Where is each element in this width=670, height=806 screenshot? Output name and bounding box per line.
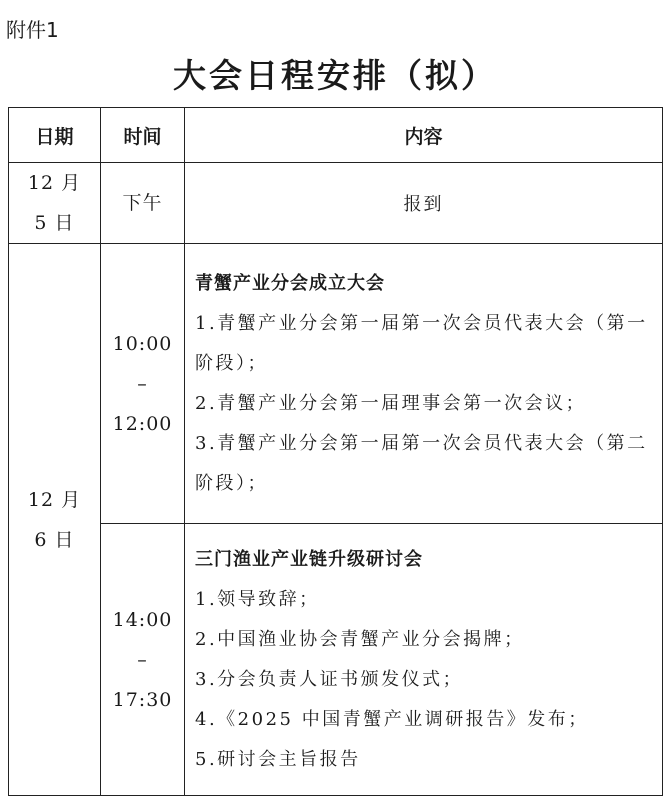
content-cell <box>185 524 663 796</box>
attachment-label: 附件1 <box>6 18 59 42</box>
time-start: 10:00 <box>112 332 173 355</box>
list-item: 5.研讨会主旨报告 <box>195 748 361 770</box>
header-date: 日期 <box>9 108 101 163</box>
date-day: 6 日 <box>34 528 75 551</box>
date-cell <box>9 244 101 796</box>
time-end: 12:00 <box>112 412 173 435</box>
table-row <box>9 163 663 244</box>
header-row <box>9 108 663 163</box>
schedule-table <box>8 107 663 796</box>
list-item: 1.青蟹产业分会第一届第一次会员代表大会（第一阶段）； <box>195 312 648 374</box>
date-cell <box>9 163 101 244</box>
time-dash: – <box>137 372 148 395</box>
date-day: 5 日 <box>34 212 75 234</box>
time-text: 下午 <box>122 192 163 214</box>
time-cell <box>101 524 185 796</box>
time-dash: – <box>137 648 148 671</box>
time-start: 14:00 <box>112 608 173 631</box>
time-end: 17:30 <box>112 688 173 711</box>
session-heading: 三门渔业产业链升级研讨会 <box>195 548 423 570</box>
table-row <box>9 524 663 796</box>
list-item: 2.中国渔业协会青蟹产业分会揭牌； <box>195 628 525 650</box>
list-item: 1.领导致辞； <box>195 588 320 610</box>
list-item: 3.分会负责人证书颁发仪式； <box>195 668 464 690</box>
page-title: 大会日程安排（拟） <box>173 56 497 95</box>
list-item: 4.《2025 中国青蟹产业调研报告》发布； <box>195 708 589 730</box>
table-row <box>9 244 663 524</box>
date-month: 12 月 <box>27 488 82 511</box>
content-cell: 报到 <box>185 163 663 244</box>
session-heading: 青蟹产业分会成立大会 <box>195 272 385 294</box>
header-content: 内容 <box>185 108 663 163</box>
content-cell <box>185 244 663 524</box>
list-item: 2.青蟹产业分会第一届理事会第一次会议； <box>195 392 587 414</box>
time-cell <box>101 244 185 524</box>
time-cell <box>101 163 185 244</box>
header-time: 时间 <box>101 108 185 163</box>
date-month: 12 月 <box>27 172 82 194</box>
list-item: 3.青蟹产业分会第一届第一次会员代表大会（第二阶段）； <box>195 432 648 494</box>
